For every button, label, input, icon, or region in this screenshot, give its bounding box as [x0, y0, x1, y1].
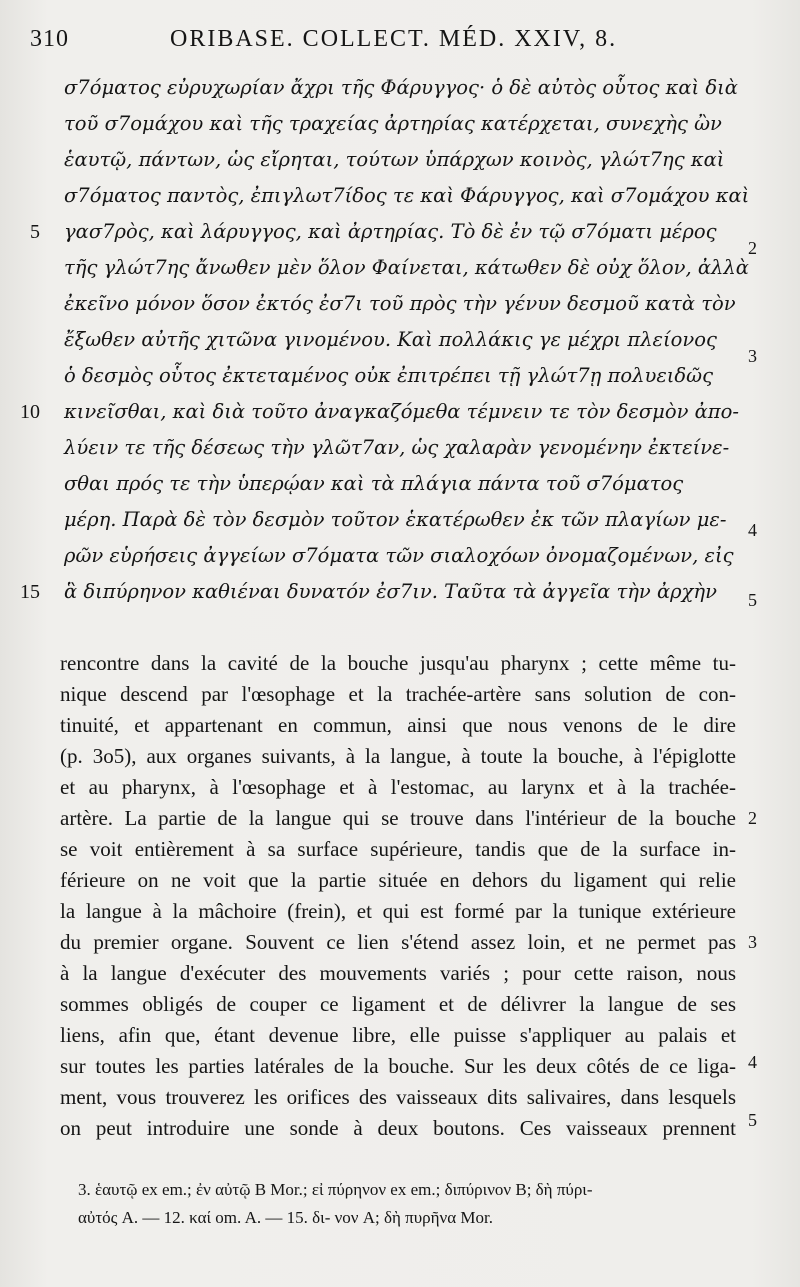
greek-line: σθαι πρός τε τὴν ὑπερῴαν καὶ τὰ πλάγια πάντα τοῦ σ7όματος	[64, 472, 684, 495]
french-line: ment, vous trouverez les orifices des vaisseaux dits salivaires, dans lesquels	[60, 1085, 736, 1109]
greek-line: μέρη. Παρὰ δὲ τὸν δεσμὸν τοῦτον ἑκατέρωθεν ἐκ τῶν πλαγίων με-	[64, 508, 727, 531]
margin-section-number: 5	[748, 590, 757, 610]
french-line: sommes obligés de couper ce ligament et de délivrer la langue de ses	[60, 992, 736, 1016]
greek-line: σ7όματος εὐρυχωρίαν ἄχρι τῆς Φάρυγγος· ὁ δὲ αὐτὸς οὗτος καὶ διὰ	[64, 76, 738, 99]
french-line: nique descend par l'œsophage et la trachée-artère sans solution de con-	[60, 682, 736, 706]
greek-line: ρῶν εὑρήσεις ἀγγείων σ7όματα τῶν σιαλοχόων ὀνομαζομένων, εἰς	[64, 544, 734, 567]
greek-line: ἔξωθεν αὐτῆς χιτῶνα γινομένου. Καὶ πολλάκις γε μέχρι πλείονος	[64, 328, 717, 351]
greek-line: ἑαυτῷ, πάντων, ὡς εἴρηται, τούτων ὑπάρχων κοινὸς, γλώτ7ης καὶ	[64, 148, 725, 171]
margin-section-number: 3	[748, 932, 757, 952]
greek-line: ἃ διπύρηνον καθιέναι δυνατόν ἐσ7ιν. Ταῦτα τὰ ἀγγεῖα τὴν ἀρχὴν	[64, 580, 717, 603]
french-line: et au pharynx, à l'œsophage et à l'estomac, au larynx et à la trachée-	[60, 775, 736, 799]
footnote-line: 3. ἑαυτῷ ex em.; ἐν αὐτῷ B Mor.; εἰ πύρηνον ex em.; διπύρινον B; δὴ πύρι-	[78, 1180, 593, 1199]
page-number: 310	[30, 26, 69, 52]
french-line: du premier organe. Souvent ce lien s'étend assez loin, et ne permet pas	[60, 930, 736, 954]
french-line: tinuité, et appartenant en commun, ainsi que nous venons de le dire	[60, 713, 736, 737]
french-line: rencontre dans la cavité de la bouche jusqu'au pharynx ; cette même tu-	[60, 651, 736, 675]
french-line: artère. La partie de la langue qui se trouve dans l'intérieur de la bouche	[60, 806, 736, 830]
french-line: la langue à la mâchoire (frein), et qui est formé par la tunique extérieure	[60, 899, 736, 923]
greek-line: ὁ δεσμὸς οὗτος ἐκτεταμένος οὐκ ἐπιτρέπει τῇ γλώτ7ῃ πολυειδῶς	[64, 364, 713, 387]
french-line: (p. 3o5), aux organes suivants, à la langue, à toute la bouche, à l'épiglotte	[60, 744, 736, 768]
french-line: se voit entièrement à sa surface supérieure, tandis que de la surface in-	[60, 837, 736, 861]
french-line: férieure on ne voit que la partie située en dehors du ligament qui relie	[60, 868, 736, 892]
greek-line: γασ7ρὸς, καὶ λάρυγγος, καὶ ἀρτηρίας. Τὸ δὲ ἐν τῷ σ7όματι μέρος	[64, 220, 717, 243]
french-line: sur toutes les parties latérales de la bouche. Sur les deux côtés de ce liga-	[60, 1054, 736, 1078]
margin-section-number: 4	[748, 1052, 757, 1072]
line-number: 5	[30, 221, 40, 243]
greek-line: σ7όματος παντὸς, ἐπιγλωτ7ίδος τε καὶ Φάρυγγος, καὶ σ7ομάχου καὶ	[64, 184, 750, 207]
greek-line: κινεῖσθαι, καὶ διὰ τοῦτο ἀναγκαζόμεθα τέμνειν τε τὸν δεσμὸν ἀπο-	[64, 400, 739, 423]
footnote-line: αὐτός A. — 12. καί om. A. — 15. δι- νον A; δὴ πυρῆνα Mor.	[78, 1208, 493, 1227]
greek-line: ἐκεῖνο μόνον ὅσον ἐκτός ἐσ7ι τοῦ πρὸς τὴν γένυν δεσμοῦ κατὰ τὸν	[64, 292, 736, 315]
margin-section-number: 2	[748, 238, 757, 258]
french-line: à la langue d'exécuter des mouvements variés ; pour cette raison, nous	[60, 961, 736, 985]
line-number: 10	[20, 401, 40, 423]
margin-section-number: 5	[748, 1110, 757, 1130]
margin-section-number: 2	[748, 808, 757, 828]
greek-line: τοῦ σ7ομάχου καὶ τῆς τραχείας ἀρτηρίας κατέρχεται, συνεχὴς ὢν	[64, 112, 722, 135]
greek-line: τῆς γλώτ7ης ἄνωθεν μὲν ὅλον Φαίνεται, κάτωθεν δὲ οὐχ ὅλον, ἀλλὰ	[64, 256, 749, 279]
running-title: ORIBASE. COLLECT. MÉD. XXIV, 8.	[170, 26, 618, 52]
french-line: on peut introduire une sonde à deux boutons. Ces vaisseaux prennent	[60, 1116, 736, 1140]
margin-section-number: 3	[748, 346, 757, 366]
french-line: liens, afin que, étant devenue libre, elle puisse s'appliquer au palais et	[60, 1023, 736, 1047]
greek-line: λύειν τε τῆς δέσεως τὴν γλῶτ7αν, ὡς χαλαρὰν γενομένην ἐκτείνε-	[64, 436, 730, 459]
line-number: 15	[20, 581, 40, 603]
margin-section-number: 4	[748, 520, 757, 540]
page-header	[30, 26, 750, 60]
